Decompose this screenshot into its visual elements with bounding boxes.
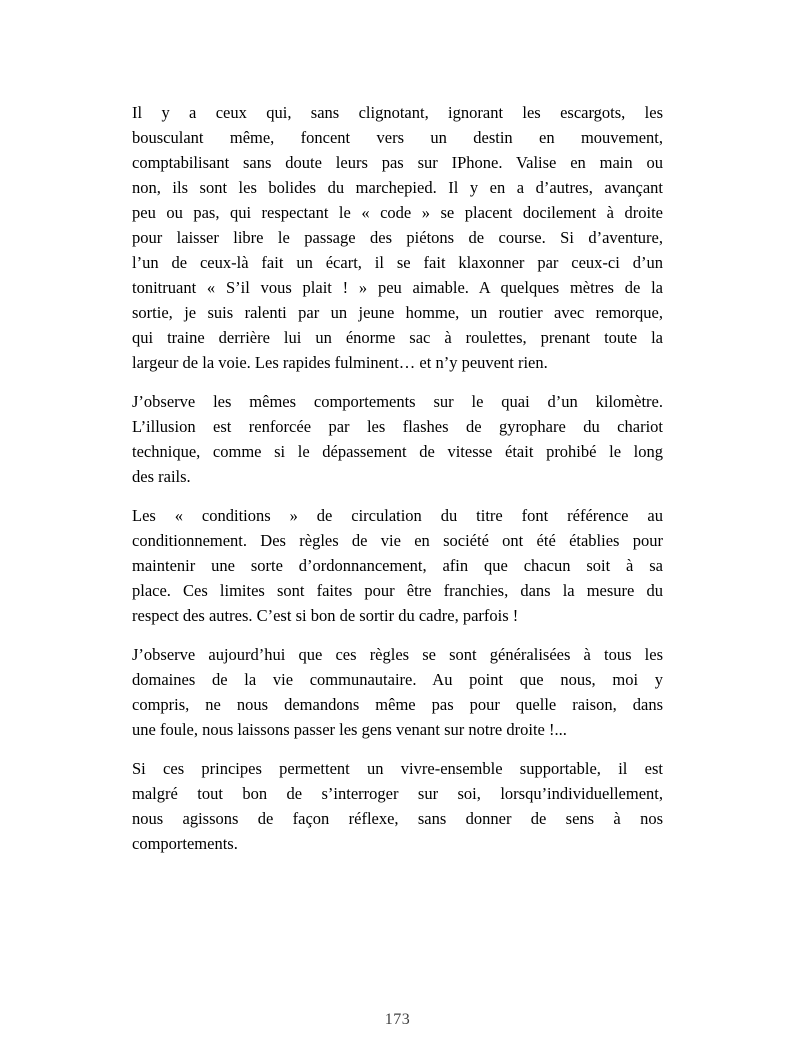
text-line: maintenir une sorte d’ordonnancement, afin que chacun soit à sa [132, 556, 663, 575]
text-line: peu ou pas, qui respectant le « code » se placent docilement à droite [132, 203, 663, 222]
text-line: des rails. [132, 467, 191, 486]
text-line: pour laisser libre le passage des piétons de course. Si d’aventure, [132, 228, 663, 247]
paragraph [132, 756, 663, 856]
page-number: 173 [384, 1011, 411, 1028]
text-line: Les « conditions » de circulation du titre font référence au [132, 506, 663, 525]
paragraph [132, 642, 663, 742]
paragraph [132, 100, 663, 375]
text-line: L’illusion est renforcée par les flashes de gyrophare du chariot [132, 417, 663, 436]
paragraph [132, 503, 663, 628]
text-line: conditionnement. Des règles de vie en société ont été établies pour [132, 531, 663, 550]
text-line: place. Ces limites sont faites pour être franchies, dans la mesure du [132, 581, 663, 600]
text-line: qui traine derrière lui un énorme sac à roulettes, prenant toute la [132, 328, 663, 347]
text-line: l’un de ceux-là fait un écart, il se fait klaxonner par ceux-ci d’un [132, 253, 663, 272]
text-line: non, ils sont les bolides du marchepied. Il y en a d’autres, avançant [132, 178, 663, 197]
text-line: respect des autres. C’est si bon de sortir du cadre, parfois ! [132, 606, 519, 625]
text-line: J’observe aujourd’hui que ces règles se sont généralisées à tous les [132, 645, 663, 664]
text-line: malgré tout bon de s’interroger sur soi, lorsqu’individuellement, [132, 784, 663, 803]
paragraph [132, 389, 663, 489]
text-line: une foule, nous laissons passer les gens venant sur notre droite !... [132, 720, 567, 739]
text-line: compris, ne nous demandons même pas pour quelle raison, dans [132, 695, 663, 714]
text-line: domaines de la vie communautaire. Au point que nous, moi y [132, 670, 663, 689]
page-footer [132, 1011, 663, 1029]
text-line: largeur de la voie. Les rapides fulminent… et n’y peuvent rien. [132, 353, 548, 372]
text-line: comptabilisant sans doute leurs pas sur IPhone. Valise en main ou [132, 153, 663, 172]
text-line: Si ces principes permettent un vivre-ensemble supportable, il est [132, 759, 663, 778]
text-line: nous agissons de façon réflexe, sans donner de sens à nos [132, 809, 663, 828]
text-block [132, 100, 663, 856]
text-line: comportements. [132, 834, 238, 853]
text-line: tonitruant « S’il vous plait ! » peu aimable. A quelques mètres de la [132, 278, 663, 297]
text-line: bousculant même, foncent vers un destin en mouvement, [132, 128, 663, 147]
text-line: Il y a ceux qui, sans clignotant, ignorant les escargots, les [132, 103, 663, 122]
text-line: J’observe les mêmes comportements sur le quai d’un kilomètre. [132, 392, 663, 411]
text-line: technique, comme si le dépassement de vitesse était prohibé le long [132, 442, 663, 461]
text-line: sortie, je suis ralenti par un jeune homme, un routier avec remorque, [132, 303, 663, 322]
